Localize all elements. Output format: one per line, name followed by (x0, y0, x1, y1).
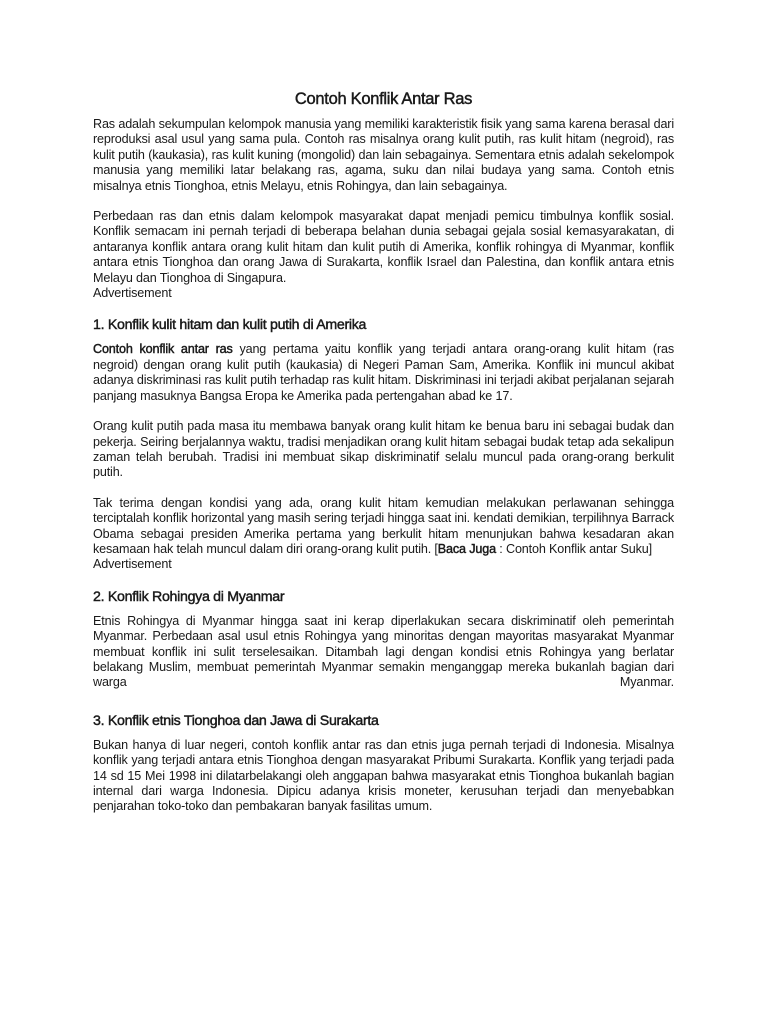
advertisement-label: Advertisement (93, 286, 172, 301)
section-1-paragraph-3 (93, 496, 674, 558)
section-2-heading: 2. Konflik Rohingya di Myanmar (93, 588, 285, 605)
paragraph-spacer (93, 481, 674, 496)
document-title: Contoh Konflik Antar Ras (294, 90, 473, 108)
section-3-paragraph-1: Bukan hanya di luar negeri, contoh konflik antar ras dan etnis juga pernah terjadi di Indonesia. Misalnya konflik yang terjadi antara etnis Tionghoa dengan masyarakat Pribumi Surakarta. Konflik yang terjadi pada 14 sd 15 Mei 1998 ini dilatarbelakangi oleh anggapan bahwa masyarakat etnis Tionghoa bukanlah bagian internal dari warga Indonesia. Dipicu adanya krisis moneter, kerusuhan terjadi dan menyebabkan penjarahan toko-toko dan pembakaran banyak fasilitas umum. (93, 737, 674, 814)
baca-juga-link[interactable]: Baca Juga (437, 541, 496, 556)
section-1-bold-lead: Contoh konflik antar ras (93, 342, 233, 357)
paragraph-spacer (93, 194, 674, 209)
section-1-heading: 1. Konflik kulit hitam dan kulit putih di Amerika (93, 317, 367, 334)
paragraph-spacer (93, 404, 674, 419)
section-1-paragraph-1 (93, 342, 674, 404)
section-1-paragraph-3-tail: : Contoh Konflik antar Suku] (495, 541, 652, 556)
section-3-heading: 3. Konflik etnis Tionghoa dan Jawa di Surakarta (93, 712, 379, 729)
section-2-paragraph-1: Etnis Rohingya di Myanmar hingga saat ini kerap diperlakukan secara diskriminatif oleh pemerintah Myanmar. Perbedaan asal usul etnis Rohingya yang minoritas dengan mayoritas masyarakat Myanmar membuat konflik ini sulit terselesaikan. Ditambah lagi dengan kondisi etnis Rohingya yang berlatar belakang Muslim, membuat pemerintah Myanmar semakin menganggap mereka bukanlah bagian dari warga Myanmar. (93, 613, 674, 690)
section-1-paragraph-1-text: yang pertama yaitu konflik yang terjadi antara orang-orang kulit hitam (ras negroid) dengan orang kulit putih (kaukasia) di Negeri Paman Sam, Amerika. Konflik ini muncul akibat adanya diskriminasi ras kulit putih terhadap ras kulit hitam. Diskriminasi ini terjadi akibat perjalanan sejarah panjang masuknya Bangsa Eropa ke Amerika pada pertengahan abad ke 17. (93, 342, 674, 403)
section-1-paragraph-2: Orang kulit putih pada masa itu membawa banyak orang kulit hitam ke benua baru ini sebagai budak dan pekerja. Seiring berjalannya waktu, tradisi menjadikan orang kulit hitam sebagai budak tetap ada sekalipun zaman telah berubah. Tradisi ini membuat sikap diskriminatif selalu muncul pada orang-orang berkulit putih. (93, 419, 674, 480)
section-1-paragraph-3-text: Tak terima dengan kondisi yang ada, orang kulit hitam kemudian melakukan perlawanan sehingga terciptalah konflik horizontal yang masih sering terjadi hingga saat ini. kendati demikian, terpilihnya Barrack Obama sebagai presiden Amerika pertama yang berkulit hitam menunjukan bahwa kesadaran akan kesamaan hak telah muncul dalam diri orang-orang kulit putih. [ (93, 495, 674, 556)
intro-paragraph-2: Perbedaan ras dan etnis dalam kelompok masyarakat dapat menjadi pemicu timbulnya konflik sosial. Konflik semacam ini pernah terjadi di beberapa belahan dunia sebagai gejala sosial kemasyarakatan, di antaranya konflik antara orang kulit hitam dan kulit putih di Amerika, konflik rohingya di Myanmar, konflik antara etnis Tionghoa dan orang Jawa di Surakarta, konflik Israel dan Palestina, dan konflik antara etnis Melayu dan Tionghoa di Singapura. (93, 209, 674, 285)
advertisement-label: Advertisement (93, 557, 172, 572)
intro-paragraph-1: Ras adalah sekumpulan kelompok manusia yang memiliki karakteristik fisik yang sama karena berasal dari reproduksi asal usul yang sama pula. Contoh ras misalnya orang kulit putih, ras kulit hitam (negroid), ras kulit putih (kaukasia), ras kulit kuning (mongolid) dan lain sebagainya. Sementara etnis adalah sekelompok manusia yang memiliki latar belakang ras, agama, suku dan nilai budaya yang sama. Contoh etnis misalnya etnis Tionghoa, etnis Melayu, etnis Rohingya, dan lain sebagainya. (93, 117, 674, 193)
